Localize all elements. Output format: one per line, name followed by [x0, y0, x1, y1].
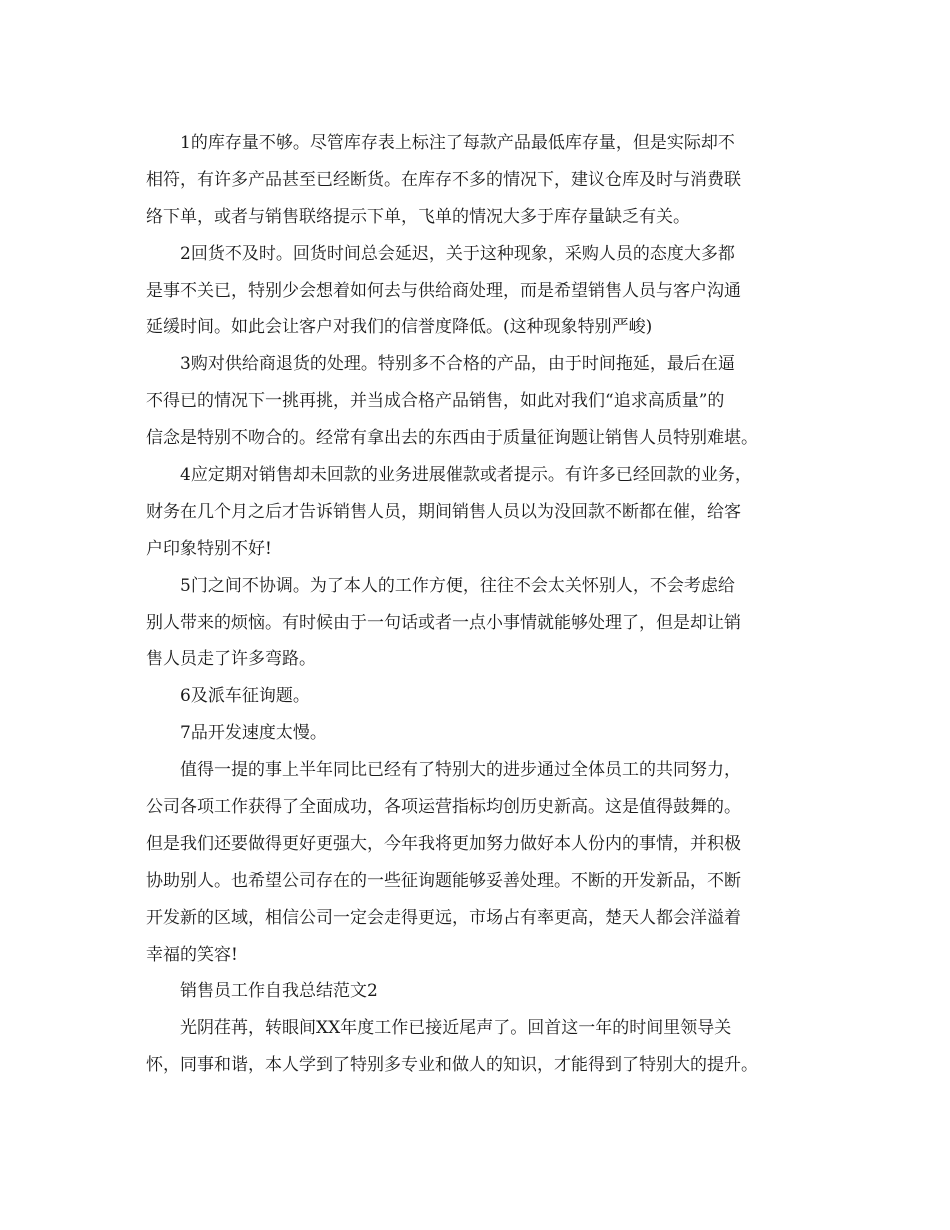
paragraph-3-line-2: 不得已的情况下一挑再挑，并当成合格产品销售，如此对我们“追求高质量”的 [146, 391, 725, 412]
paragraph-8-line-6: 幸福的笑容! [146, 944, 238, 965]
paragraph-4-line-2: 财务在几个月之后才告诉销售人员，期间销售人员以为没回款不断都在催，给客 [146, 501, 741, 522]
paragraph-4-line-3: 户印象特别不好! [146, 538, 272, 559]
paragraph-8-line-4: 协助别人。也希望公司存在的一些征询题能够妥善处理。不断的开发新品，不断 [146, 870, 741, 891]
paragraph-5-line-1: 5门之间不协调。为了本人的工作方便，往往不会太关怀别人，不会考虑给 [180, 575, 735, 596]
section-heading: 销售员工作自我总结范文2 [180, 981, 378, 1002]
paragraph-9-line-2: 怀，同事和谐，本人学到了特别多专业和做人的知识，才能得到了特别大的提升。 [146, 1055, 758, 1076]
paragraph-9-line-1: 光阴荏苒，转眼间XX年度工作已接近尾声了。回首这一年的时间里领导关 [180, 1018, 732, 1039]
paragraph-2-line-3: 延缓时间。如此会让客户对我们的信誉度降低。(这种现象特别严峻) [146, 317, 653, 338]
paragraph-8-line-2: 公司各项工作获得了全面成功，各项运营指标均创历史新高。这是值得鼓舞的。 [146, 797, 741, 818]
paragraph-5-line-3: 售人员走了许多弯路。 [146, 649, 316, 670]
paragraph-2-line-2: 是事不关已，特别少会想着如何去与供给商处理，而是希望销售人员与客户沟通 [146, 280, 741, 301]
paragraph-8-line-3: 但是我们还要做得更好更强大，今年我将更加努力做好本人份内的事情，并积极 [146, 833, 741, 854]
paragraph-1-line-2: 相符，有许多产品甚至已经断货。在库存不多的情况下，建议仓库及时与消费联 [146, 169, 741, 190]
paragraph-5-line-2: 别人带来的烦恼。有时候由于一句话或者一点小事情就能够处理了，但是却让销 [146, 612, 741, 633]
paragraph-3-line-3: 信念是特别不吻合的。经常有拿出去的东西由于质量征询题让销售人员特别难堪。 [146, 428, 758, 449]
paragraph-6: 6及派车征询题。 [180, 686, 310, 707]
paragraph-1-line-3: 络下单，或者与销售联络提示下单，飞单的情况大多于库存量缺乏有关。 [146, 206, 690, 227]
paragraph-4-line-1: 4应定期对销售却未回款的业务进展催款或者提示。有许多已经回款的业务， [180, 465, 752, 486]
paragraph-7: 7品开发速度太慢。 [180, 723, 327, 744]
paragraph-8-line-1: 值得一提的事上半年同比已经有了特别大的进步通过全体员工的共同努力， [180, 760, 741, 781]
paragraph-1-line-1: 1的库存量不够。尽管库存表上标注了每款产品最低库存量，但是实际却不 [180, 133, 735, 153]
document-body [146, 125, 811, 1084]
paragraph-2-line-1: 2回货不及时。回货时间总会延迟，关于这种现象，采购人员的态度大多都 [180, 243, 735, 264]
paragraph-8-line-5: 开发新的区域，相信公司一定会走得更远，市场占有率更高，楚天人都会洋溢着 [146, 907, 741, 928]
paragraph-3-line-1: 3购对供给商退货的处理。特别多不合格的产品，由于时间拖延，最后在逼 [180, 354, 735, 375]
